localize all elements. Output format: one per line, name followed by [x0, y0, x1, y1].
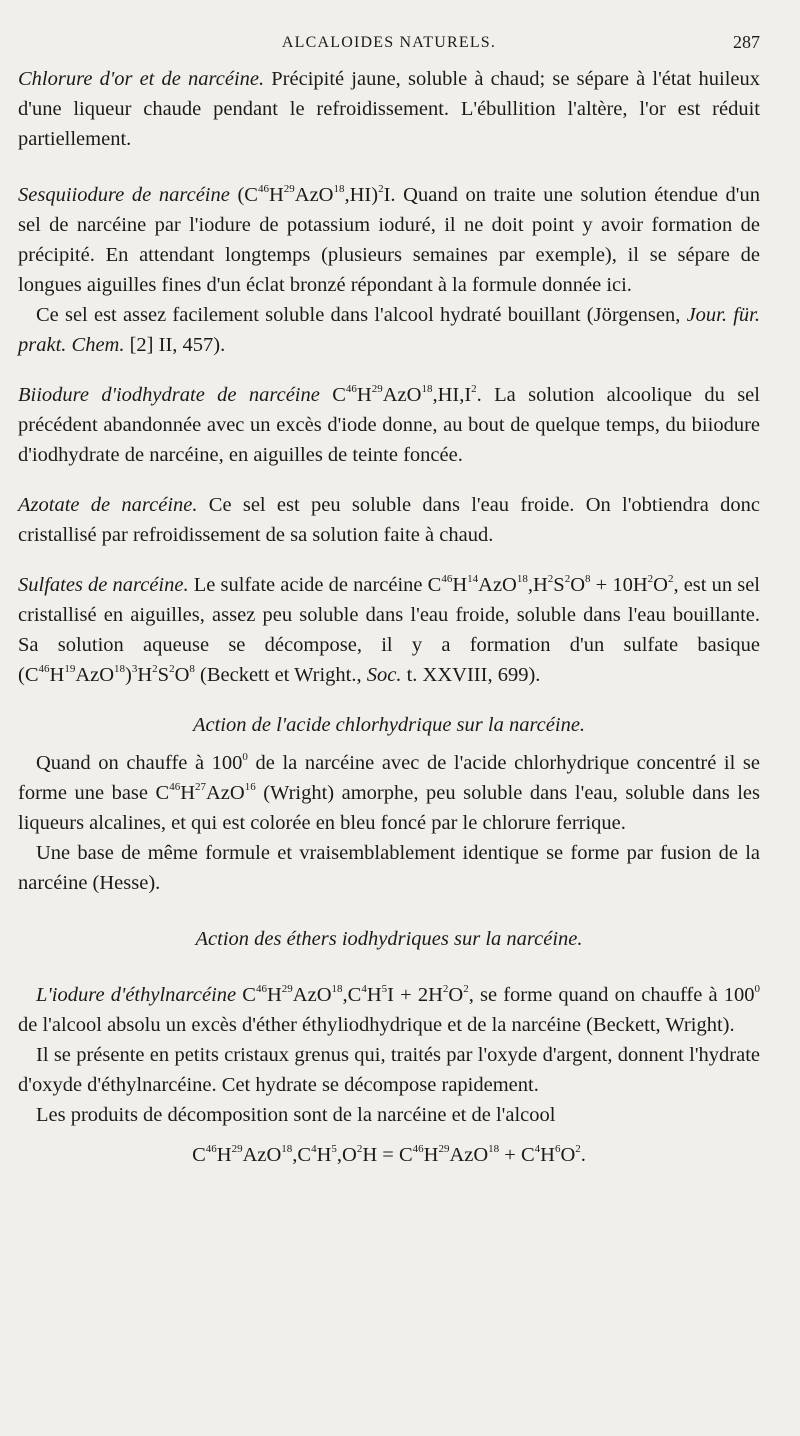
- paragraph-sesquiiodure: [18, 180, 760, 300]
- paragraph-title: Sesquiiodure de narcéine: [18, 184, 230, 206]
- section-heading-ethers-iodhydriques: Action des éthers iodhydriques sur la narcéine.: [195, 928, 583, 950]
- paragraph-chlorure-or: [18, 64, 760, 154]
- paragraph-text: Précipité jaune, soluble à chaud; se sépare à l'état huileux d'une liqueur chaude pendant le refroidissement. L'ébullition l'altère, l'or est réduit partiellement.: [18, 68, 760, 150]
- paragraph-sulfates: Sulfates de narcéine. Le sulfate acide de narcéine $C^{46}H^{14}AzO^{18},H^2S^2O^8 + 10H^2O^2$, est un sel cristallisé en aiguilles, assez peu soluble dans l'eau froide, soluble dans l'eau bouillante. Sa solution aqueuse se décompose, il y a formation d'un sulfate basique $(C^{46}H^{19}AzO^{18})^3H^2S^2O^8$ (Beckett et Wright., Soc. t. XXVIII, 699).: [18, 573, 761, 686]
- paragraph-title: Azotate de narcéine.: [18, 494, 198, 516]
- paragraph-biiodure: [18, 380, 760, 470]
- chemical-equation: $C^{46}H^{29}AzO^{18},C^4H^5,O^2H = C^{46}H^{29}AzO^{18} + C^4H^6O^2$.: [192, 1143, 586, 1166]
- journal-reference: Soc.: [366, 664, 402, 686]
- page-number: 287: [733, 32, 760, 52]
- paragraph-produits: Les produits de décomposition sont de la narcéine et de l'alcool: [36, 1104, 556, 1126]
- paragraph-title: L'iodure d'éthylnarcéine: [36, 984, 237, 1006]
- paragraph-title: Chlorure d'or et de narcéine.: [18, 68, 265, 90]
- section-heading-acide-chlorhydrique: Action de l'acide chlorhydrique sur la narcéine.: [192, 714, 586, 736]
- paragraph-text: I. Quand on traite une solution étendue d'un sel de narcéine par l'iodure de potassium ioduré, il ne doit point y avoir formation de précipité. En attendant longtemps (plusieurs semaines par exemple), il se sépare de longues aiguilles fines d'un éclat bronzé répondant à la formule donnée ici.: [18, 184, 761, 296]
- formula: $C^{46}H^{29}AzO^{18},HI,I^2$: [319, 383, 477, 406]
- paragraph-iodure-ethylnarceine: L'iodure d'éthylnarcéine $C^{46}H^{29}AzO^{18},C^4H^5I + 2H^2O^2$, se forme quand on chauffe à $100^0$ de l'alcool absolu un excès d'éther éthyliodhydrique et de la narcéine (Beckett, Wright).: [18, 983, 760, 1036]
- paragraph-solubility: Ce sel est assez facilement soluble dans l'alcool hydraté bouillant (Jörgensen, Jour. für. prakt. Chem. [2] II, 457).: [18, 304, 760, 356]
- running-head: ALCALOIDES NATURELS.: [281, 34, 497, 51]
- journal-reference: Jour. für. prakt. Chem.: [18, 304, 760, 356]
- paragraph-text: . La solution alcoolique du sel précédent abandonnée avec un excès d'iode donne, au bout de quelque temps, du biiodure d'iodhydrate de narcéine, en aiguilles de teinte foncée.: [18, 384, 760, 466]
- paragraph-chlorhydrique: Quand on chauffe à $100^0$ de la narcéine avec de l'acide chlorhydrique concentré il se forme une base $C^{46}H^{27}AzO^{16}$ (Wright) amorphe, peu soluble dans l'eau, soluble dans les liqueurs alcalines, et qui est colorée en bleu foncé par le chlorure ferrique.: [18, 751, 760, 834]
- paragraph-cristaux: Il se présente en petits cristaux grenus qui, traités par l'oxyde d'argent, donnent l'hydrate d'oxyde d'éthylnarcéine. Cet hydrate se décompose rapidement.: [18, 1044, 760, 1096]
- formula: $(C^{46}H^{29}AzO^{18},HI)^2$: [229, 183, 384, 206]
- paragraph-title: Sulfates de narcéine.: [18, 574, 189, 596]
- paragraph-title: Biiodure d'iodhydrate de narcéine: [18, 384, 320, 406]
- paragraph-hesse: Une base de même formule et vraisemblablement identique se forme par fusion de la narcéine (Hesse).: [18, 842, 760, 894]
- paragraph-azotate: [18, 490, 760, 550]
- page-header: [18, 28, 760, 64]
- paragraph-text: Ce sel est peu soluble dans l'eau froide. On l'obtiendra donc cristallisé par refroidissement de sa solution faite à chaud.: [18, 494, 760, 546]
